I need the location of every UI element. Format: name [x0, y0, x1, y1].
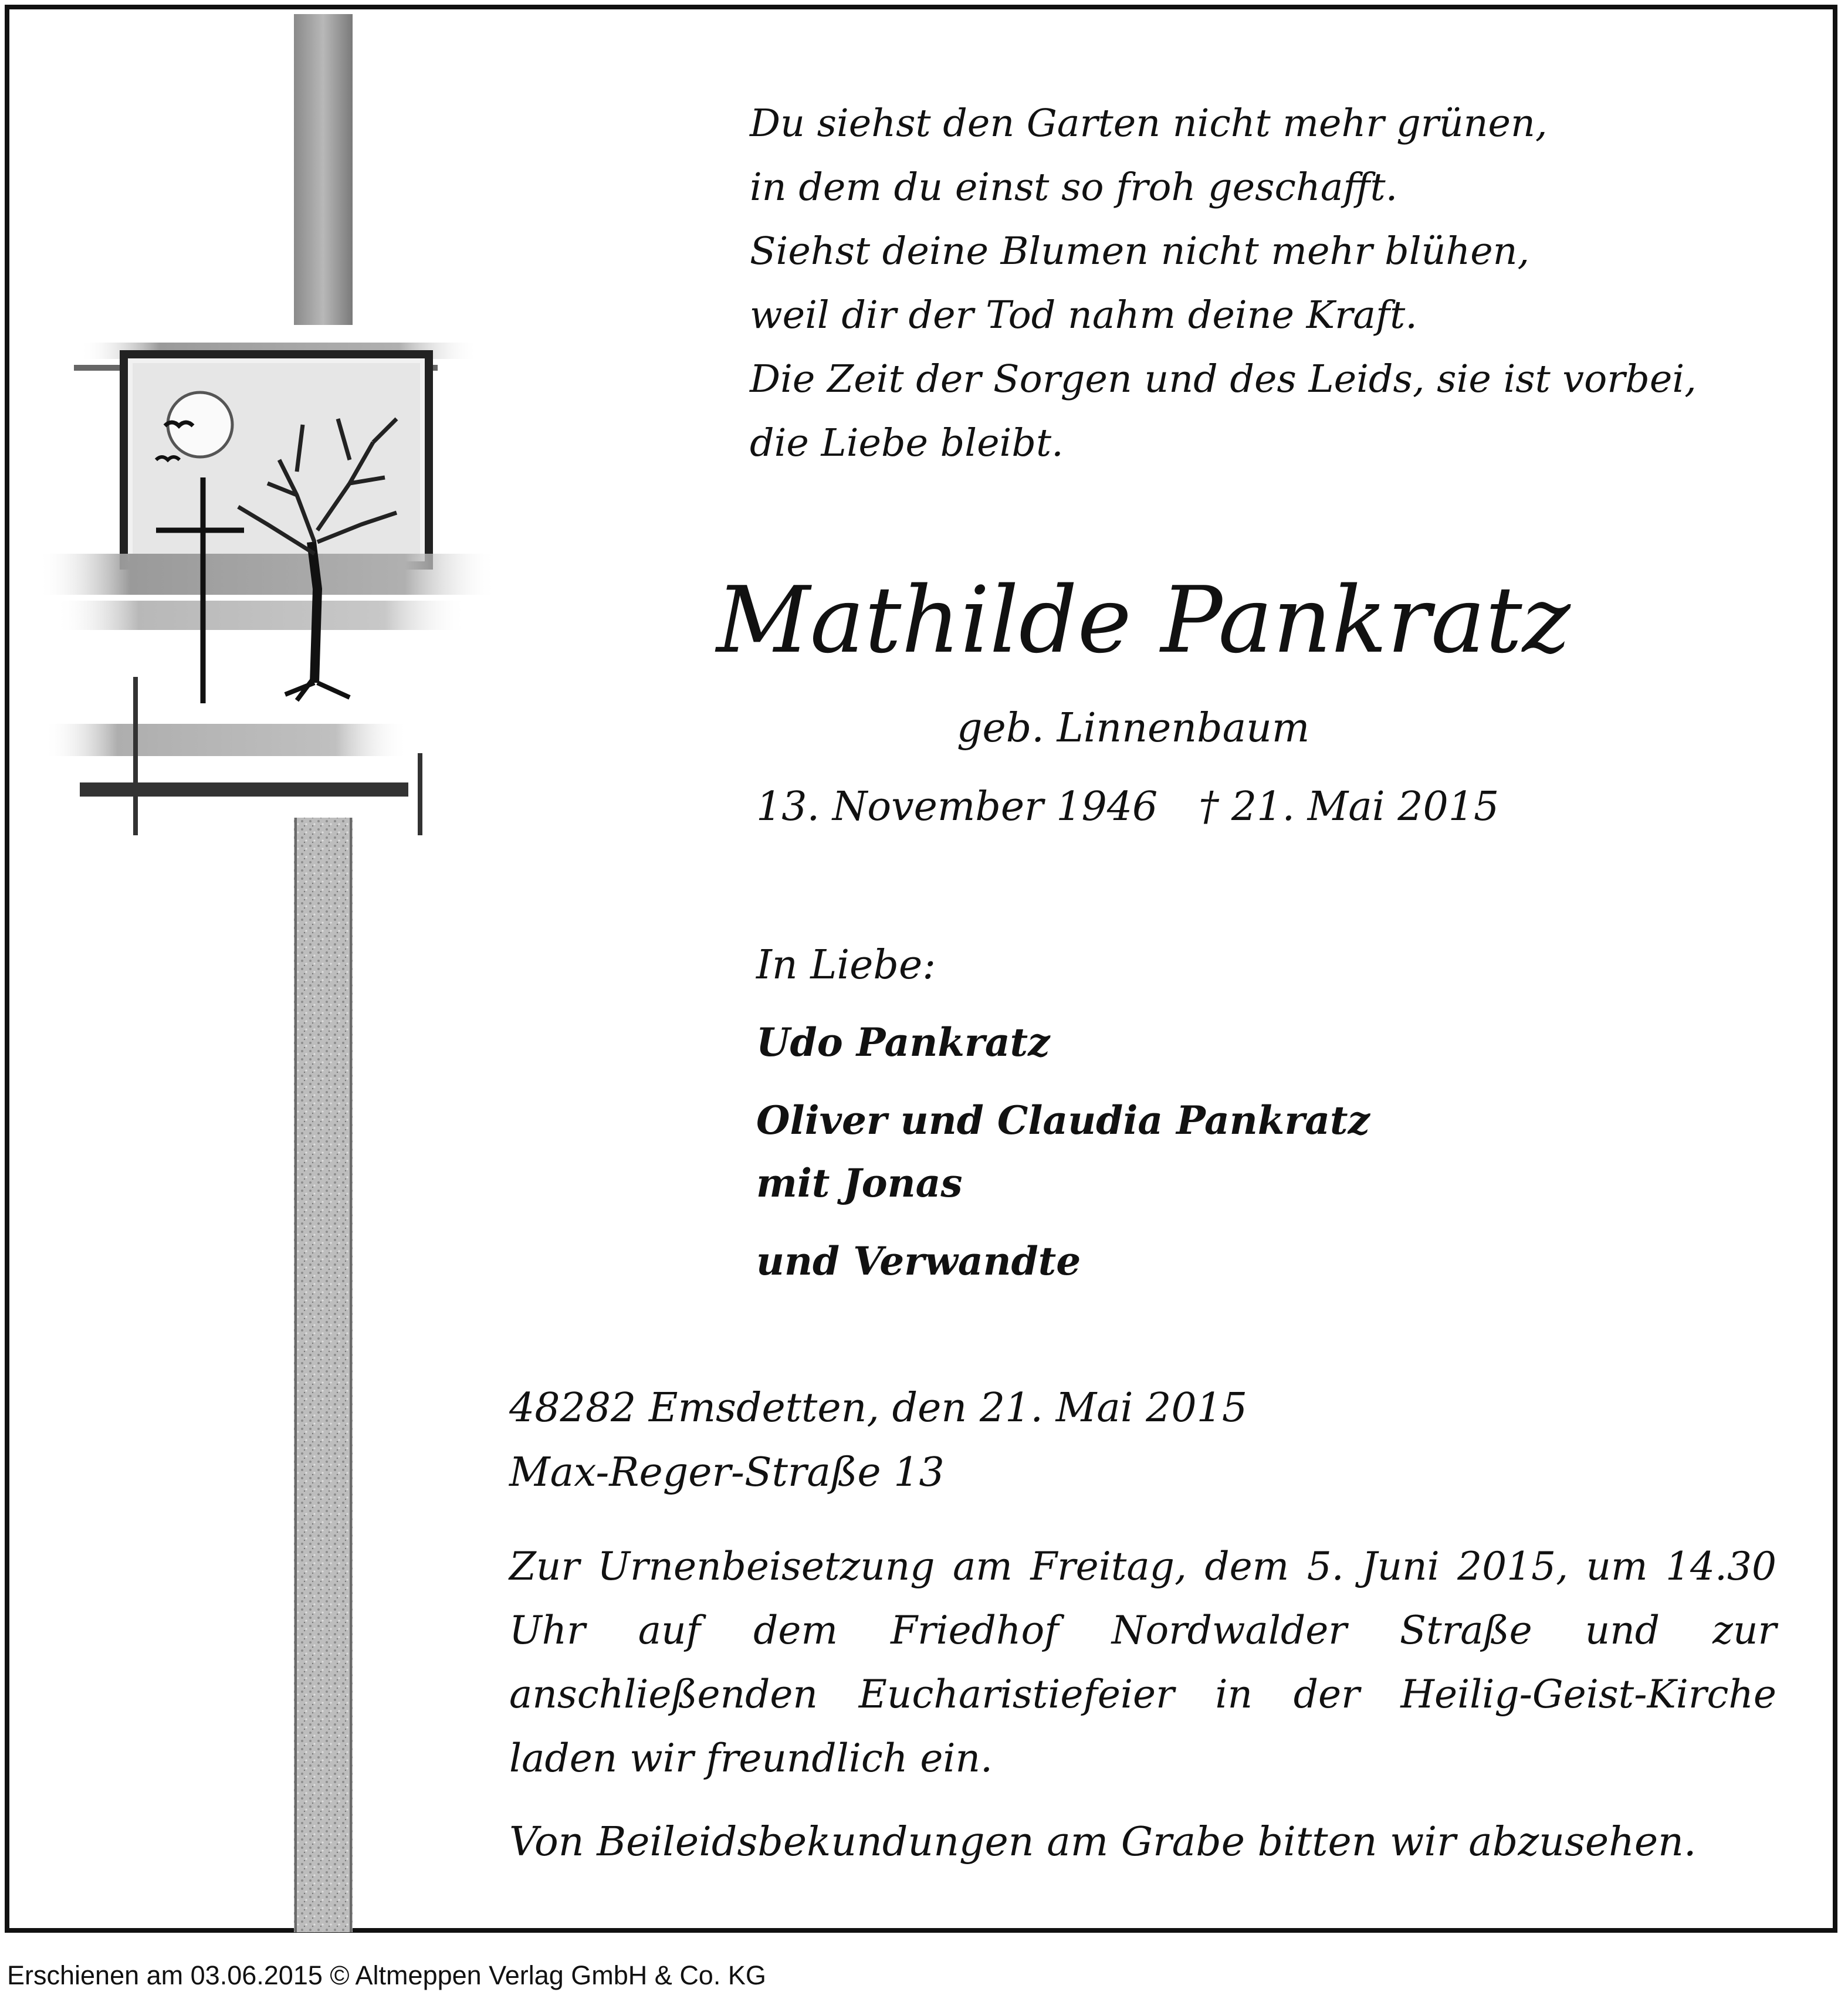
- poem-line: Die Zeit der Sorgen und des Leids, sie ist vorbei,: [750, 357, 1697, 401]
- mourner-name: mit Jonas: [756, 1160, 963, 1206]
- mourner-name: Oliver und Claudia Pankratz: [756, 1097, 1370, 1143]
- poem-line: Siehst deine Blumen nicht mehr blühen,: [750, 229, 1530, 273]
- in-love-label: In Liebe:: [756, 942, 936, 988]
- birth-date: 13. November 1946: [756, 784, 1158, 830]
- poem-line: in dem du einst so froh geschafft.: [750, 165, 1398, 209]
- poem-line: weil dir der Tod nahm deine Kraft.: [750, 293, 1417, 337]
- deceased-name: Mathilde Pankratz: [716, 567, 1571, 673]
- street-address: Max-Reger-Straße 13: [509, 1449, 945, 1496]
- obituary-frame: [5, 5, 1837, 1933]
- closing-line: Von Beileidsbekundungen am Grabe bitten wir abzusehen.: [509, 1819, 1697, 1865]
- place-date: 48282 Emsdetten, den 21. Mai 2015: [509, 1385, 1248, 1431]
- poem-line: Du siehst den Garten nicht mehr grünen,: [750, 101, 1548, 145]
- poem: [750, 92, 1806, 475]
- invitation-paragraph: Zur Urnenbeisetzung am Freitag, dem 5. Juni 2015, um 14.30 Uhr auf dem Friedhof Nordwalder Straße und zur anschließenden Eucharistiefeier in der Heilig-Geist-Kirche laden wir freundlich ein.: [509, 1544, 1776, 1781]
- maiden-name: geb. Linnenbaum: [957, 705, 1310, 751]
- poem-line: die Liebe bleibt.: [750, 421, 1064, 465]
- life-dates: [756, 784, 1499, 830]
- cross-tree-illustration-icon: [21, 14, 502, 1932]
- mourner-name: und Verwandte: [756, 1238, 1081, 1284]
- mourner-name: Udo Pankratz: [756, 1019, 1050, 1065]
- publication-footer: Erschienen am 03.06.2015 © Altmeppen Verlag GmbH & Co. KG: [7, 1960, 766, 1990]
- death-date: † 21. Mai 2015: [1199, 784, 1500, 830]
